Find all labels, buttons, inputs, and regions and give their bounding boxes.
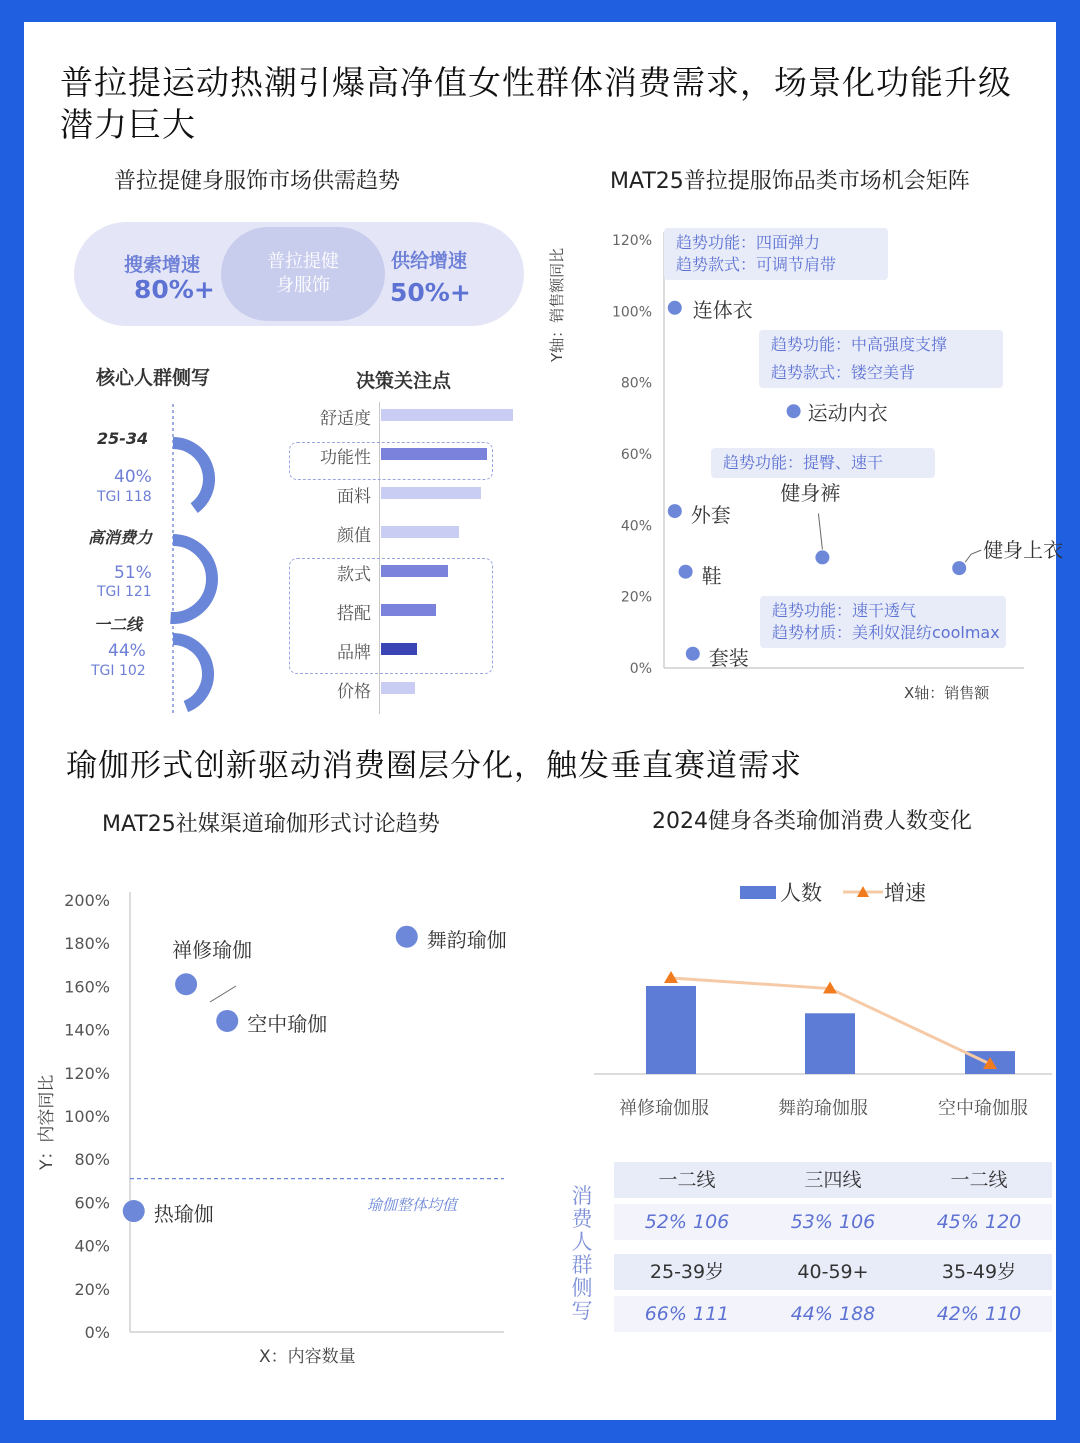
center-label-line2: 身服饰 [276, 275, 330, 296]
yoga-y-label: Y：内容同比 [37, 1074, 57, 1170]
persona-tgi-1: TGI 118 [97, 489, 152, 505]
decision-bar-5 [381, 565, 448, 577]
matrix-point-label-5: 健身裤 [780, 481, 841, 506]
decision-bar-1 [381, 409, 513, 421]
supply-growth-label: 供给增速 [390, 250, 467, 272]
persona-arc-3 [173, 639, 208, 707]
matrix-y-label: Y轴：销售额同比 [548, 247, 566, 362]
yoga-y-tick: 40% [74, 1236, 110, 1256]
decision-bar-7 [381, 643, 417, 655]
matrix-y-tick: 60% [620, 447, 652, 463]
persona-heading: 核心人群侧写 [96, 367, 211, 389]
legend-growth-label: 增速 [884, 881, 926, 905]
yoga-y-tick: 20% [74, 1279, 110, 1299]
decision-label-5: 款式 [337, 565, 371, 585]
persona-table-cell: 45% 120 [936, 1211, 1022, 1233]
matrix-point-4 [679, 565, 693, 579]
people-bar-2 [805, 1013, 855, 1074]
persona-table-row-3 [614, 1254, 1052, 1290]
yoga-point-3 [396, 926, 418, 948]
persona-pct-2: 51% [114, 563, 152, 583]
decision-bar-6 [381, 604, 436, 616]
matrix-title: MAT25普拉提服饰品类市场机会矩阵 [610, 169, 970, 194]
supply-growth-value: 50%+ [390, 278, 471, 307]
decision-label-6: 搭配 [337, 604, 371, 624]
matrix-tag-1-line2: 趋势款式：可调节肩带 [676, 255, 837, 274]
matrix-tag-3-line1: 趋势功能：提臀、速干 [723, 453, 884, 472]
matrix-point-label-6: 健身上衣 [983, 538, 1064, 563]
decision-bar-8 [381, 682, 415, 694]
matrix-point-label-7: 套装 [708, 645, 749, 670]
yoga-x-label: X：内容数量 [259, 1347, 356, 1367]
legend-people-label: 人数 [780, 881, 822, 905]
search-growth-value: 80%+ [134, 275, 215, 304]
matrix-y-tick: 80% [620, 375, 652, 392]
decision-label-7: 品牌 [337, 643, 371, 663]
matrix-y-tick: 100% [611, 304, 652, 321]
legend-growth-swatch [841, 882, 885, 902]
yoga-scatter-plot [44, 882, 544, 1382]
yoga-average-label: 瑜伽整体均值 [367, 1196, 458, 1214]
persona-pct-1: 40% [114, 467, 152, 487]
matrix-tag-2-line1: 趋势功能：中高强度支撑 [771, 335, 948, 354]
matrix-point-6 [952, 561, 966, 575]
yoga-scatter-title: MAT25社媒渠道瑜伽形式讨论趋势 [102, 812, 440, 837]
decision-label-2: 功能性 [320, 448, 371, 468]
matrix-point-label-4: 鞋 [701, 563, 722, 588]
yoga-bar-category-2: 舞韵瑜伽服 [778, 1098, 868, 1119]
matrix-y-tick: 40% [620, 518, 652, 535]
matrix-point-label-2: 运动内衣 [807, 401, 888, 426]
decision-bar-3 [381, 487, 481, 499]
persona-pct-3: 44% [108, 641, 146, 661]
matrix-y-tick: 0% [629, 661, 652, 677]
persona-tgi-3: TGI 102 [91, 663, 146, 679]
persona-table-cell: 44% 188 [790, 1303, 876, 1325]
yoga-y-tick: 0% [84, 1323, 110, 1342]
persona-table-cell: 三四线 [804, 1169, 862, 1191]
persona-table-cell: 25-39岁 [649, 1261, 725, 1283]
persona-table-side-label: 消费人群侧写 [571, 1184, 593, 1323]
persona-table-row-1 [614, 1162, 1052, 1198]
matrix-point-1 [668, 301, 682, 315]
yoga-point-1 [175, 973, 197, 995]
yoga-point-2 [216, 1010, 238, 1032]
yoga-y-tick: 60% [74, 1193, 110, 1213]
persona-table-cell: 53% 106 [790, 1211, 876, 1233]
persona-table-cell: 66% 111 [644, 1303, 730, 1325]
center-label [221, 250, 385, 298]
matrix-point-label-3: 外套 [690, 503, 731, 528]
persona-table-row-4 [614, 1296, 1052, 1332]
yoga-point-4 [123, 1200, 145, 1222]
decision-bar-2 [381, 448, 487, 460]
yoga-point-label-1: 禅修瑜伽 [172, 938, 253, 963]
yoga-y-tick: 180% [64, 934, 110, 954]
decision-label-1: 舒适度 [320, 409, 371, 429]
persona-tgi-2: TGI 121 [97, 584, 152, 600]
people-bar-1 [646, 986, 696, 1074]
persona-segment-3: 一二线 [94, 615, 143, 634]
matrix-tag-1 [664, 228, 888, 280]
yoga-leader-line [210, 986, 236, 1002]
decision-label-3: 面料 [337, 487, 371, 507]
matrix-point-7 [686, 647, 700, 661]
matrix-point-5 [815, 550, 829, 564]
legend-people-swatch [740, 886, 776, 899]
matrix-y-tick: 20% [620, 589, 652, 606]
matrix-leader-lines [818, 513, 981, 562]
left-panel-title: 普拉提健身服饰市场供需趋势 [114, 169, 401, 194]
matrix-tag-4 [760, 596, 1006, 648]
decision-label-8: 价格 [337, 682, 371, 702]
persona-table-cell: 42% 110 [936, 1303, 1022, 1325]
matrix-y-tick: 120% [611, 233, 652, 249]
page-title: 普拉提运动热潮引爆高净值女性群体消费需求，场景化功能升级潜力巨大 [60, 63, 1012, 144]
matrix-point-label-1: 连体衣 [692, 297, 753, 322]
persona-table-cell: 40-59+ [797, 1261, 869, 1283]
matrix-tag-2 [759, 330, 1003, 388]
persona-arc-2 [171, 540, 212, 618]
decision-label-4: 颜值 [337, 526, 371, 546]
decision-heading: 决策关注点 [356, 370, 452, 392]
persona-table-cell: 52% 106 [644, 1211, 730, 1233]
search-growth-label: 搜索增速 [123, 254, 200, 276]
matrix-tag-3 [711, 448, 935, 478]
yoga-point-label-4: 热瑜伽 [153, 1202, 214, 1227]
yoga-y-tick: 140% [64, 1020, 110, 1040]
matrix-x-label: X轴：销售额 [904, 684, 990, 702]
persona-table-row-2 [614, 1204, 1052, 1240]
matrix-tag-4-line1: 趋势功能：速干透气 [772, 601, 917, 620]
decision-bar-4 [381, 526, 459, 538]
center-label-line1: 普拉提健 [267, 251, 339, 272]
yoga-y-tick: 120% [64, 1063, 110, 1083]
yoga-y-tick: 80% [74, 1150, 110, 1170]
persona-table-cell: 一二线 [950, 1169, 1008, 1191]
yoga-y-tick: 100% [64, 1107, 110, 1126]
persona-table-cell: 35-49岁 [941, 1261, 1017, 1283]
yoga-point-label-2: 空中瑜伽 [247, 1011, 328, 1036]
yoga-y-tick: 160% [64, 977, 110, 997]
yoga-point-label-3: 舞韵瑜伽 [426, 927, 507, 952]
persona-segment-1: 25-34 [97, 429, 149, 448]
persona-segment-2: 高消费力 [88, 528, 153, 547]
yoga-bar-plot [594, 922, 1054, 1082]
yoga-bar-title: 2024健身各类瑜伽消费人数变化 [652, 809, 972, 834]
yoga-y-tick: 200% [64, 891, 110, 910]
matrix-point-3 [668, 504, 682, 518]
section-title-2: 瑜伽形式创新驱动消费圈层分化，触发垂直赛道需求 [66, 748, 802, 784]
matrix-tag-2-line2: 趋势款式：镂空美背 [771, 363, 916, 382]
matrix-tag-1-line1: 趋势功能：四面弹力 [676, 233, 821, 252]
yoga-bar-category-1: 禅修瑜伽服 [619, 1098, 709, 1119]
matrix-point-2 [787, 404, 801, 418]
persona-arc-1 [173, 443, 209, 508]
persona-table-cell: 一二线 [658, 1169, 716, 1191]
yoga-bar-category-3: 空中瑜伽服 [938, 1098, 1028, 1119]
matrix-tag-4-line2: 趋势材质：美利奴混纺coolmax [772, 623, 1000, 642]
report-card [24, 22, 1064, 1420]
